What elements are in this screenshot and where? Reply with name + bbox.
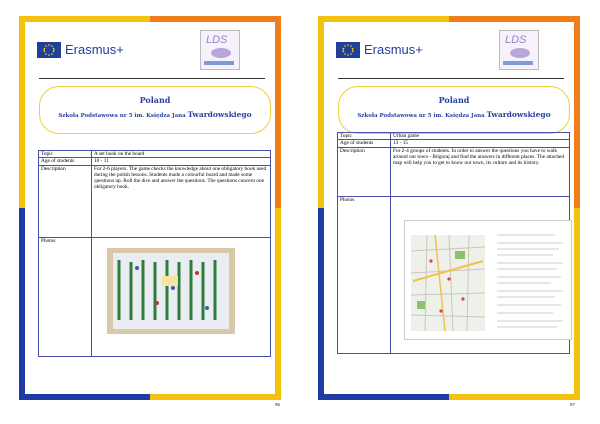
page-number: 97 [570,402,576,407]
row-key: Description [338,147,391,196]
frame-right-yellow [275,208,281,400]
row-key: Photos [39,237,92,356]
frame-bottom-yellow [449,394,580,400]
frame-right-orange [574,16,580,208]
country-title: Poland [438,95,470,105]
row-key: Age of students [39,158,92,165]
table-row [39,158,271,165]
row-value: For 2-4 groups of students. In order to answer the questions you have to walk around our town - Bilgoraj and find the answers in different places. The attached map will help you to get to know our town, its culture and its history. [391,147,570,196]
row-key: Photos [338,196,391,353]
school-banner [39,86,271,134]
row-value: A set book on the board [92,151,271,158]
frame-right-yellow [574,208,580,400]
eu-flag-icon [37,42,61,58]
page-right [318,16,580,407]
row-key: Age of students [338,140,391,147]
lds-logo-text: LDS [505,34,527,46]
lds-logo [499,30,539,70]
frame-right-orange [275,16,281,208]
hands-icon [211,48,231,58]
table-row [39,151,271,158]
table-row [338,133,570,140]
town-map-illustration [405,221,571,339]
school-banner [338,86,570,134]
table-row [338,147,570,196]
logo-strip [503,61,533,65]
header [324,22,574,72]
row-value: 13 - 15 [391,140,570,147]
page-number: 96 [275,402,281,407]
lds-logo [200,30,240,70]
town-map-photo [404,220,572,340]
lds-logo-text: LDS [206,34,228,46]
row-value: Urban game [391,133,570,140]
row-value: For 2-6 players. The game checks the knowledge about one obligatory book used during the polish lessons. Students made a colourful board and made some questions up. Roll the dice and answer the questions. The questions concern one obligatory book. [92,165,271,237]
header-divider [338,78,564,79]
header-divider [39,78,265,79]
header [25,22,275,72]
page-left [19,16,281,407]
row-key: Description [39,165,92,237]
hands-icon [510,48,530,58]
table-row [338,140,570,147]
frame-bottom-blue [19,394,150,400]
logo-strip [204,61,234,65]
row-key: Topic [39,151,92,158]
board-game-photo [107,248,235,334]
school-name: Szkoła Podstawowa nr 5 im. Księdza Jana Twardowskiego [357,110,551,119]
table-row [39,165,271,237]
eu-flag-icon [336,42,360,58]
frame-bottom-blue [318,394,449,400]
erasmus-logo-text: Erasmus+ [65,42,124,57]
frame-bottom-yellow [150,394,281,400]
row-value: 10 - 11 [92,158,271,165]
page-content [25,22,275,394]
row-key: Topic [338,133,391,140]
board-game-illustration [107,248,235,334]
country-title: Poland [139,95,171,105]
page-content [324,22,574,394]
erasmus-logo-text: Erasmus+ [364,42,423,57]
school-name: Szkoła Podstawowa nr 5 im. Księdza Jana Twardowskiego [58,110,252,119]
